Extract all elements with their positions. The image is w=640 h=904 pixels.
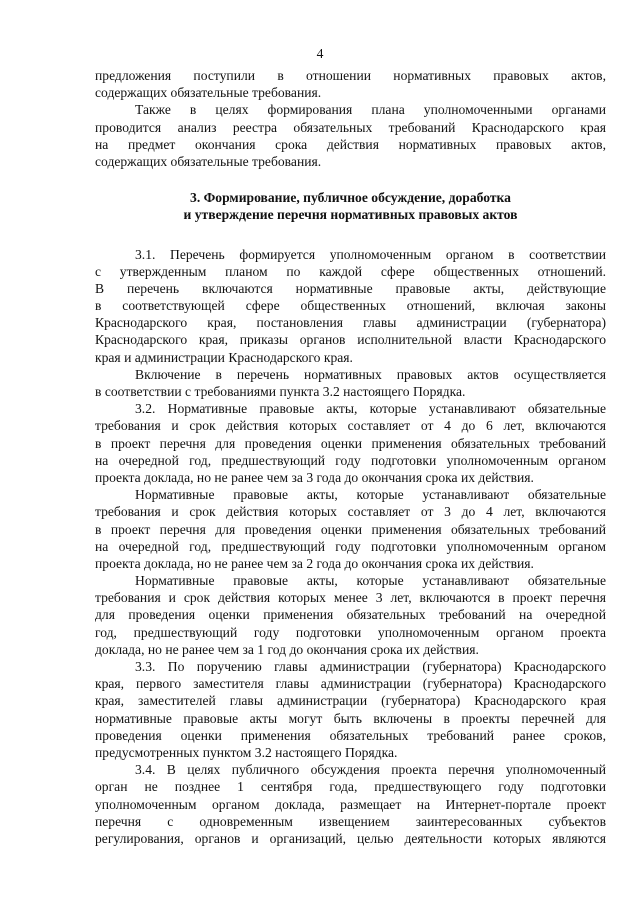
paragraph-line: нормативные правовые акты могут быть включены в проекты перечней для: [95, 710, 606, 726]
paragraph-line: проекта доклада, но не ранее чем за 2 года до окончания срока их действия.: [95, 555, 534, 571]
paragraph-line: на очередной год, предшествующий году подготовки уполномоченным органом: [95, 452, 606, 468]
paragraph-line: Нормативные правовые акты, которые устанавливают обязательные: [135, 487, 606, 503]
paragraph-line: края, заместителей главы администрации (губернатора) Краснодарского края: [95, 693, 606, 709]
paragraph-line: доклада, но не ранее чем за 1 год до окончания срока их действия.: [95, 641, 479, 657]
paragraph-line: в проект перечня для проведения оценки применения обязательных требований: [95, 521, 606, 537]
paragraph-line: содержащих обязательные требования.: [95, 85, 322, 101]
paragraph-line: проекта доклада, но не ранее чем за 3 года до окончания срока их действия.: [95, 469, 534, 485]
paragraph-line: Также в целях формирования плана уполномоченными органами: [135, 102, 606, 118]
paragraph: [95, 101, 606, 170]
paragraph-line: 3.1. Перечень формируется уполномоченным органом в соответствии: [135, 246, 606, 262]
paragraph-line: требования и срок действия которых составляет от 4 до 6 лет, включаются: [95, 418, 606, 434]
paragraph-line: требования и срок действия которых менее 3 лет, включаются в проект перечня: [95, 590, 606, 606]
paragraph-line: уполномоченным органом доклада, размещает на Интернет-портале проект: [95, 796, 606, 812]
paragraph-line: орган не позднее 1 сентября года, предшествующего году подготовки: [95, 779, 606, 795]
paragraph: [95, 366, 606, 400]
paragraph-line: Краснодарского края, постановления главы администрации (губернатора): [95, 315, 606, 331]
section-heading-line: 3. Формирование, публичное обсуждение, доработка: [190, 190, 511, 206]
document-body: [95, 67, 606, 847]
paragraph-line: края, первого заместителя главы администрации (губернатора) Краснодарского: [95, 676, 606, 692]
paragraph-line: 3.2. Нормативные правовые акты, которые устанавливают обязательные: [135, 401, 606, 417]
intro-block: [95, 67, 606, 170]
paragraph: [95, 761, 606, 847]
paragraph-line: содержащих обязательные требования.: [95, 153, 322, 169]
paragraph-line: края и администрации Краснодарского края.: [95, 349, 353, 365]
paragraph-line: в соответствии с требованиями пункта 3.2 настоящего Порядка.: [95, 384, 466, 399]
paragraph-line: на очередной год, предшествующий году подготовки уполномоченным органом: [95, 538, 606, 554]
paragraph-line: предложения поступили в отношении нормативных правовых актов,: [95, 68, 606, 83]
paragraph: [95, 572, 606, 658]
paragraph-line: в проект перечня для проведения оценки применения обязательных требований: [95, 435, 606, 451]
paragraph: [95, 658, 606, 761]
paragraph-line: регулирования, органов и организаций, целью деятельности которых являются: [95, 830, 606, 846]
paragraph-line: в соответствующей сфере общественных отношений, включая законы: [95, 298, 606, 314]
paragraph-line: для проведения оценки применения обязательных требований на очередной: [95, 607, 606, 623]
paragraph-line: на предмет окончания срока действия нормативных правовых актов,: [95, 136, 606, 152]
section-paragraphs: [95, 246, 606, 848]
paragraph-line: с утвержденным планом по каждой сфере общественных отношений.: [95, 263, 606, 279]
paragraph-line: 3.3. По поручению главы администрации (губернатора) Краснодарского: [135, 659, 606, 674]
paragraph-line: Краснодарского края, приказы органов исполнительной власти Краснодарского: [95, 332, 606, 348]
paragraph: [95, 400, 606, 486]
paragraph-line: Включение в перечень нормативных правовых актов осуществляется: [135, 366, 606, 382]
paragraph-line: проводится анализ реестра обязательных требований Краснодарского края: [95, 119, 606, 135]
page-number: 4: [316, 46, 324, 61]
paragraph-line: Нормативные правовые акты, которые устанавливают обязательные: [135, 573, 606, 589]
paragraph-line: перечня с одновременным извещением заинтересованных субъектов: [95, 813, 606, 829]
paragraph-line: проведения оценки применения обязательных требований ранее сроков,: [95, 727, 606, 743]
paragraph-line: В перечень включаются нормативные правовые акты, действующие: [95, 280, 606, 296]
paragraph-line: год, предшествующий году подготовки уполномоченным органом проекта: [95, 624, 606, 640]
paragraph: [95, 486, 606, 572]
section-heading: [95, 189, 606, 223]
paragraph: [95, 246, 606, 366]
paragraph-line: 3.4. В целях публичного обсуждения проекта перечня уполномоченный: [135, 762, 606, 778]
paragraph: [95, 67, 606, 101]
paragraph-line: требования и срок действия которых составляет от 3 до 4 лет, включаются: [95, 504, 606, 520]
section-heading-line: и утверждение перечня нормативных правовых актов: [183, 207, 518, 223]
paragraph-line: предусмотренных пунктом 3.2 настоящего Порядка.: [95, 744, 398, 760]
